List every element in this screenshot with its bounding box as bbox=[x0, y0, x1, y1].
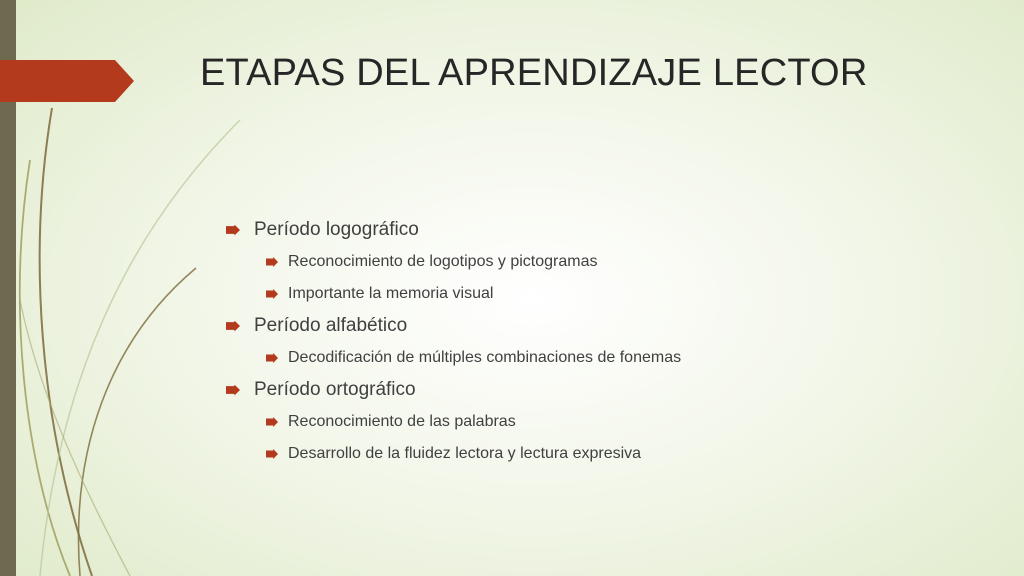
bullet-text: Período logográfico bbox=[254, 219, 419, 240]
sub-bullet-text: Importante la memoria visual bbox=[288, 285, 494, 302]
sub-bullet-item bbox=[226, 246, 986, 278]
arrow-bullet-icon bbox=[226, 225, 240, 236]
title-arrow-accent bbox=[0, 60, 134, 102]
arrow-bullet-icon bbox=[226, 385, 240, 396]
arrow-bullet-icon bbox=[266, 417, 278, 427]
arrow-bullet-icon bbox=[266, 449, 278, 459]
bullet-item bbox=[226, 374, 986, 406]
bullet-list bbox=[226, 214, 986, 470]
bullet-item bbox=[226, 310, 986, 342]
sub-bullet-item bbox=[226, 342, 986, 374]
bullet-text: Período ortográfico bbox=[254, 379, 416, 400]
sub-bullet-text: Reconocimiento de las palabras bbox=[288, 413, 516, 430]
arrow-bullet-icon bbox=[266, 289, 278, 299]
bullet-item bbox=[226, 214, 986, 246]
bullet-text: Período alfabético bbox=[254, 315, 408, 336]
arrow-bullet-icon bbox=[266, 257, 278, 267]
slide-title: ETAPAS DEL APRENDIZAJE LECTOR bbox=[200, 52, 868, 94]
sub-bullet-text: Desarrollo de la fluidez lectora y lectura expresiva bbox=[288, 445, 642, 462]
arrow-bullet-icon bbox=[226, 321, 240, 332]
arrow-bullet-icon bbox=[266, 353, 278, 363]
sub-bullet-item bbox=[226, 438, 986, 470]
sub-bullet-text: Decodificación de múltiples combinaciones de fonemas bbox=[288, 349, 682, 366]
sub-bullet-item bbox=[226, 406, 986, 438]
sub-bullet-item bbox=[226, 278, 986, 310]
sub-bullet-text: Reconocimiento de logotipos y pictogramas bbox=[288, 253, 598, 270]
